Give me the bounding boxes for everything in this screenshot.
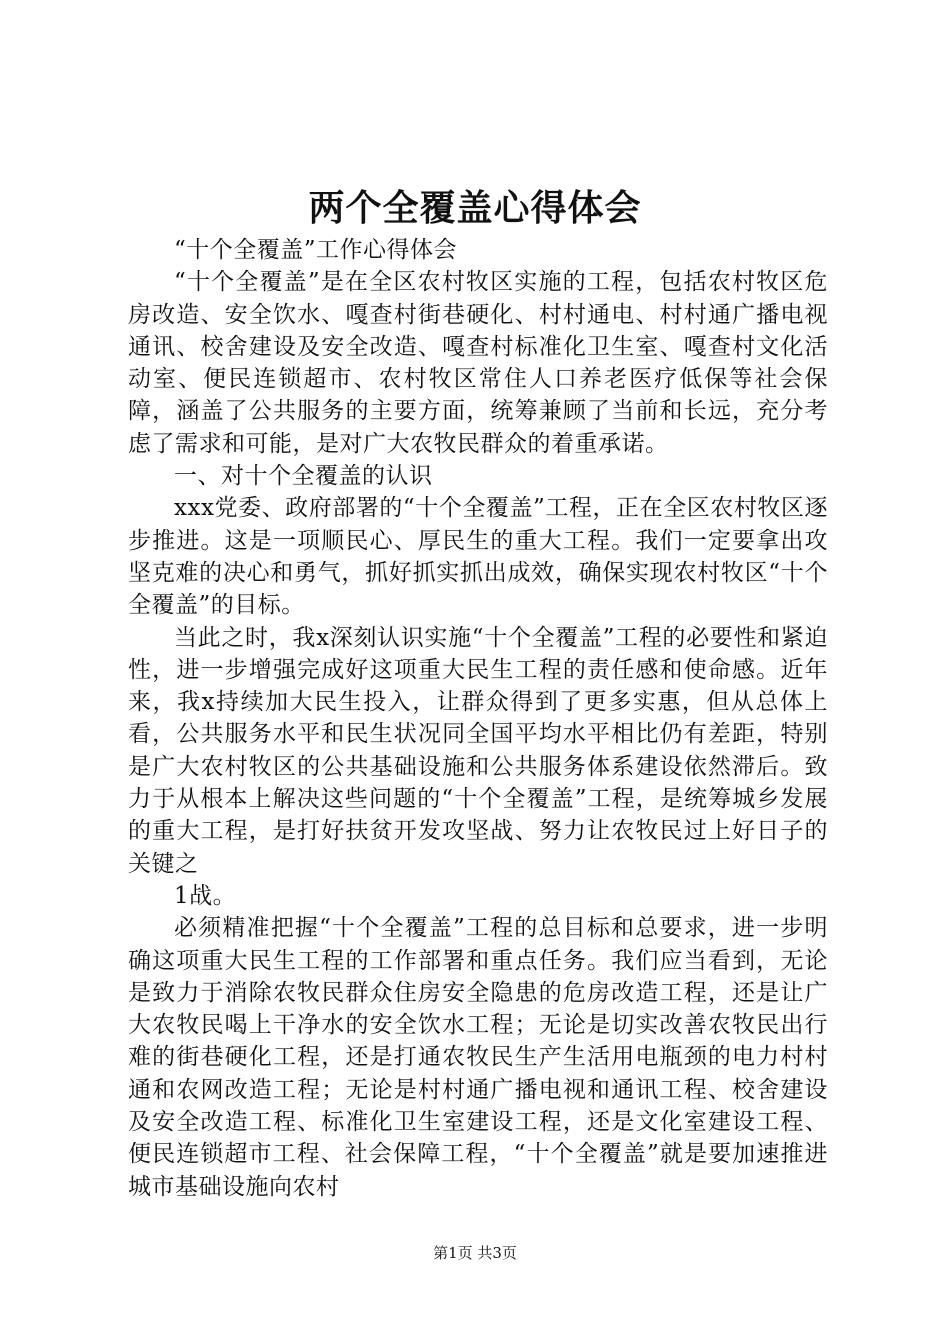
document-title: 两个全覆盖心得体会 bbox=[308, 187, 642, 229]
paragraph: 当此之时，我x深刻认识实施“十个全覆盖”工程的必要性和紧迫性，进一步增强完成好这项重大民生工程的责任感和使命感。近年来，我x持续加大民生投入，让群众得到了更多实惠，但从总体上看，公共服务水平和民生状况同全国平均水平相比仍有差距，特别是广大农村牧区的公共基础设施和公共服务体系建设依然滞后。致力于从根本上解决这些问题的“十个全覆盖”工程，是统筹城乡发展的重大工程，是打好扶贫开发攻坚战、努力让农牧民过上好日子的关键之 bbox=[128, 624, 828, 877]
page-number-footer: 第1页 共3页 bbox=[433, 1244, 517, 1262]
section-heading: 一、对十个全覆盖的认识 bbox=[174, 463, 433, 490]
paragraph: xxx党委、政府部署的“十个全覆盖”工程，正在全区农村牧区逐步推进。这是一项顺民心、厚民生的重大工程。我们一定要拿出攻坚克难的决心和勇气，抓好抓实抓出成效，确保实现农村牧区“十个全覆盖”的目标。 bbox=[128, 495, 828, 619]
paragraph-subtitle: “十个全覆盖”工作心得体会 bbox=[174, 237, 458, 263]
paragraph: 1战。 bbox=[174, 882, 237, 909]
document-body bbox=[128, 234, 828, 1203]
paragraph-intro: “十个全覆盖”是在全区农村牧区实施的工程，包括农村牧区危房改造、安全饮水、嘎查村街巷硬化、村村通电、村村通广播电视通讯、校舍建设及安全改造、嘎查村标准化卫生室、嘎查村文化活动室、便民连锁超市、农村牧区常住人口养老医疗低保等社会保障，涵盖了公共服务的主要方面，统筹兼顾了当前和长远，充分考虑了需求和可能，是对广大农牧民群众的着重承诺。 bbox=[128, 269, 828, 457]
paragraph: 必须精准把握“十个全覆盖”工程的总目标和总要求，进一步明确这项重大民生工程的工作部署和重点任务。我们应当看到，无论是致力于消除农牧民群众住房安全隐患的危房改造工程，还是让广大农牧民喝上干净水的安全饮水工程；无论是切实改善农牧民出行难的街巷硬化工程，还是打通农牧民生产生活用电瓶颈的电力村村通和农网改造工程；无论是村村通广播电视和通讯工程、校舍建设及安全改造工程、标准化卫生室建设工程，还是文化室建设工程、便民连锁超市工程、社会保障工程，“十个全覆盖”就是要加速推进城市基础设施向农村 bbox=[128, 915, 828, 1200]
